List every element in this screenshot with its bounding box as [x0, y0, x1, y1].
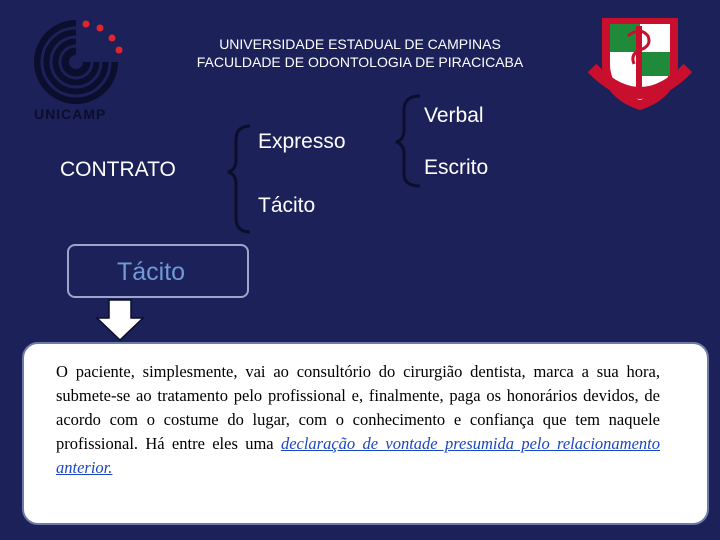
- expresso-label: Expresso: [258, 130, 346, 153]
- header-faculty: FACULDADE DE ODONTOLOGIA DE PIRACICABA: [196, 54, 524, 70]
- unicamp-wordmark: UNICAMP: [34, 106, 107, 122]
- down-arrow-icon: [97, 300, 143, 340]
- paragraph-link[interactable]: declaração de vontade presumida pelo relacionamento anterior.: [56, 434, 660, 477]
- fop-crest-icon: [588, 14, 692, 114]
- brace-expresso: [396, 96, 420, 186]
- verbal-label: Verbal: [424, 104, 484, 127]
- header-university: UNIVERSIDADE ESTADUAL DE CAMPINAS: [219, 36, 501, 52]
- brace-contrato: [228, 126, 250, 232]
- paragraph-text: [56, 360, 660, 480]
- tacito-box-label: Tácito: [117, 258, 186, 286]
- paragraph-body: O paciente, simplesmente, vai ao consultório do cirurgião dentista, marca a sua hora, submete-se ao tratamento pelo profissional e, finalmente, paga os honorários devidos, de acordo com o costume do lugar, com o conhecimento e confiança que tem naquele profissional. Há entre eles uma: [56, 362, 660, 453]
- escrito-label: Escrito: [424, 156, 489, 179]
- tacito-label: Tácito: [258, 194, 316, 217]
- contrato-label: CONTRATO: [60, 158, 176, 181]
